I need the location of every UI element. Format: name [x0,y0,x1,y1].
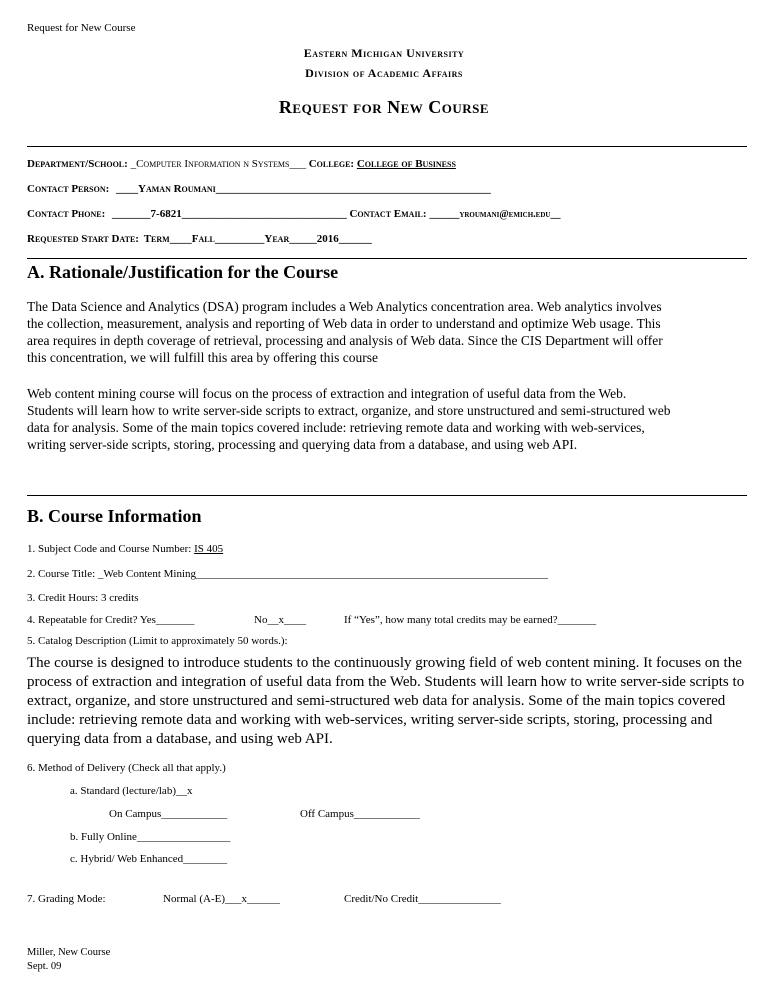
year-label: Year [264,233,290,245]
college-value: College of Business [356,158,456,170]
fully-online-row [70,831,230,843]
college-label: College: [308,158,355,170]
start-date-row [27,233,372,245]
fully-online-label: b. Fully Online [70,831,137,843]
normal-grading-label: Normal (A-E) [163,893,226,905]
department-value: _Computer Information n Systems___ [130,158,306,170]
repeatable-credits-label: If “Yes”, how many total credits may be earned? [344,614,558,626]
text-line: area requires in depth coverage of retrieval, processing and analysis of Web data. Since the CIS Department will offer [27,333,663,348]
contact-email-label: Contact Email: [349,208,427,220]
text-line: writing server-side scripts, storing, processing and querying data from a database, and using web API. [27,437,578,452]
off-campus-blank: ____________ [353,808,420,820]
repeatable-no-label: No [254,614,268,626]
course-title-value: _Web Content Mining________________________________________________________________ [97,568,549,580]
standard-delivery-row [70,785,192,797]
contact-phone-value: _______7-6821______________________________ [112,208,347,220]
credit-no-credit-label: Credit/No Credit [344,893,419,905]
text-line: include: retrieving remote data and working with web-services, writing server-side scripts, storing, processing and [27,712,713,728]
credit-hours: 3. Credit Hours: 3 credits [27,592,139,604]
page-title: Request for New Course [278,97,490,117]
section-b-heading: B. Course Information [27,506,202,526]
repeatable-credits [344,614,596,626]
standard-delivery-label: a. Standard (lecture/lab) [70,785,176,797]
term-label: Term [143,233,170,245]
credit-no-credit [344,893,501,905]
standard-delivery-value: __x [175,785,193,797]
normal-grading-value: ___x______ [225,893,281,905]
credit-no-credit-blank: _______________ [418,893,501,905]
fully-online-blank: _________________ [136,831,231,843]
course-title-label: 2. Course Title: [27,568,98,580]
rationale-paragraph-2 [27,385,749,453]
divider [27,258,747,259]
text-line: Students will learn how to write server-side scripts to extract, organize, and store unstructured and semi-structured web [27,403,671,418]
hybrid-label: c. Hybrid/ Web Enhanced [70,853,184,865]
divider [27,495,747,496]
catalog-description-label: 5. Catalog Description (Limit to approximately 50 words.): [27,635,288,647]
repeatable-no [254,614,306,626]
text-line: extract, organize, and store unstructured and semi-structured web data for analysis. Some of the main topics covered [27,693,726,709]
section-a-heading: A. Rationale/Justification for the Course [27,262,339,282]
start-date-label: Requested Start Date: [27,233,139,245]
text-line: process of extraction and integration of useful data from the Web. Students will learn how to write server-side scripts to [27,674,745,690]
repeatable-credits-blank: _______ [557,614,597,626]
division-name: Division of Academic Affairs [305,66,463,80]
contact-person-label: Contact Person: [27,183,110,195]
subject-code-label: 1. Subject Code and Course Number: [27,543,195,555]
text-line: the collection, measurement, analysis and reporting of Web data in order to understand and optimize Web usage. This [27,316,661,331]
rationale-paragraph-1 [27,298,749,366]
divider [27,146,747,147]
text-line: Web content mining course will focus on the process of extraction and integration of useful data from the Web. [27,386,627,401]
contact-email-value: ______yroumani@emich.edu__ [429,209,561,220]
text-line: The Data Science and Analytics (DSA) program includes a Web Analytics concentration area. Web analytics involves [27,299,662,314]
off-campus-label: Off Campus [300,808,354,820]
university-name: Eastern Michigan University [303,46,465,60]
contact-person-value: ____Yaman Roumani__________________________________________________ [116,183,491,195]
grading-mode-label: 7. Grading Mode: [27,893,106,905]
footer-line-2: Sept. 09 [27,961,62,972]
off-campus-row [300,808,420,820]
on-campus-row [109,808,227,820]
hybrid-blank: ________ [183,853,228,865]
subject-code-value: IS 405 [194,543,224,555]
running-header: Request for New Course [27,22,136,34]
contact-phone-label: Contact Phone: [27,208,106,220]
contact-phone-row [27,208,560,220]
course-title-row [27,568,548,580]
text-line: this concentration, we will fulfill this area by offering this course [27,350,379,365]
department-label: Department/School: [27,158,128,170]
repeatable-label: 4. Repeatable for Credit? Yes [27,614,156,626]
subject-code-row [27,543,223,555]
delivery-method-label: 6. Method of Delivery (Check all that apply.) [27,762,226,774]
year-value: _____2016______ [289,233,372,245]
contact-person-row [27,183,491,195]
hybrid-row [70,853,227,865]
catalog-description [27,654,749,749]
text-line: The course is designed to introduce students to the continuously growing field of web content mining. It focuses on the [27,655,742,671]
repeatable-no-value: __x____ [267,614,306,626]
on-campus-blank: ____________ [161,808,228,820]
text-line: querying data from a database, and using web API. [27,731,333,747]
normal-grading [163,893,280,905]
department-row [27,158,456,170]
term-value: ____Fall_________ [169,233,265,245]
on-campus-label: On Campus [109,808,162,820]
repeatable-row [27,614,194,626]
text-line: data for analysis. Some of the main topics covered include: retrieving remote data and working with web-services, [27,420,645,435]
footer-line-1: Miller, New Course [27,947,111,958]
repeatable-yes-blank: _______ [155,614,195,626]
